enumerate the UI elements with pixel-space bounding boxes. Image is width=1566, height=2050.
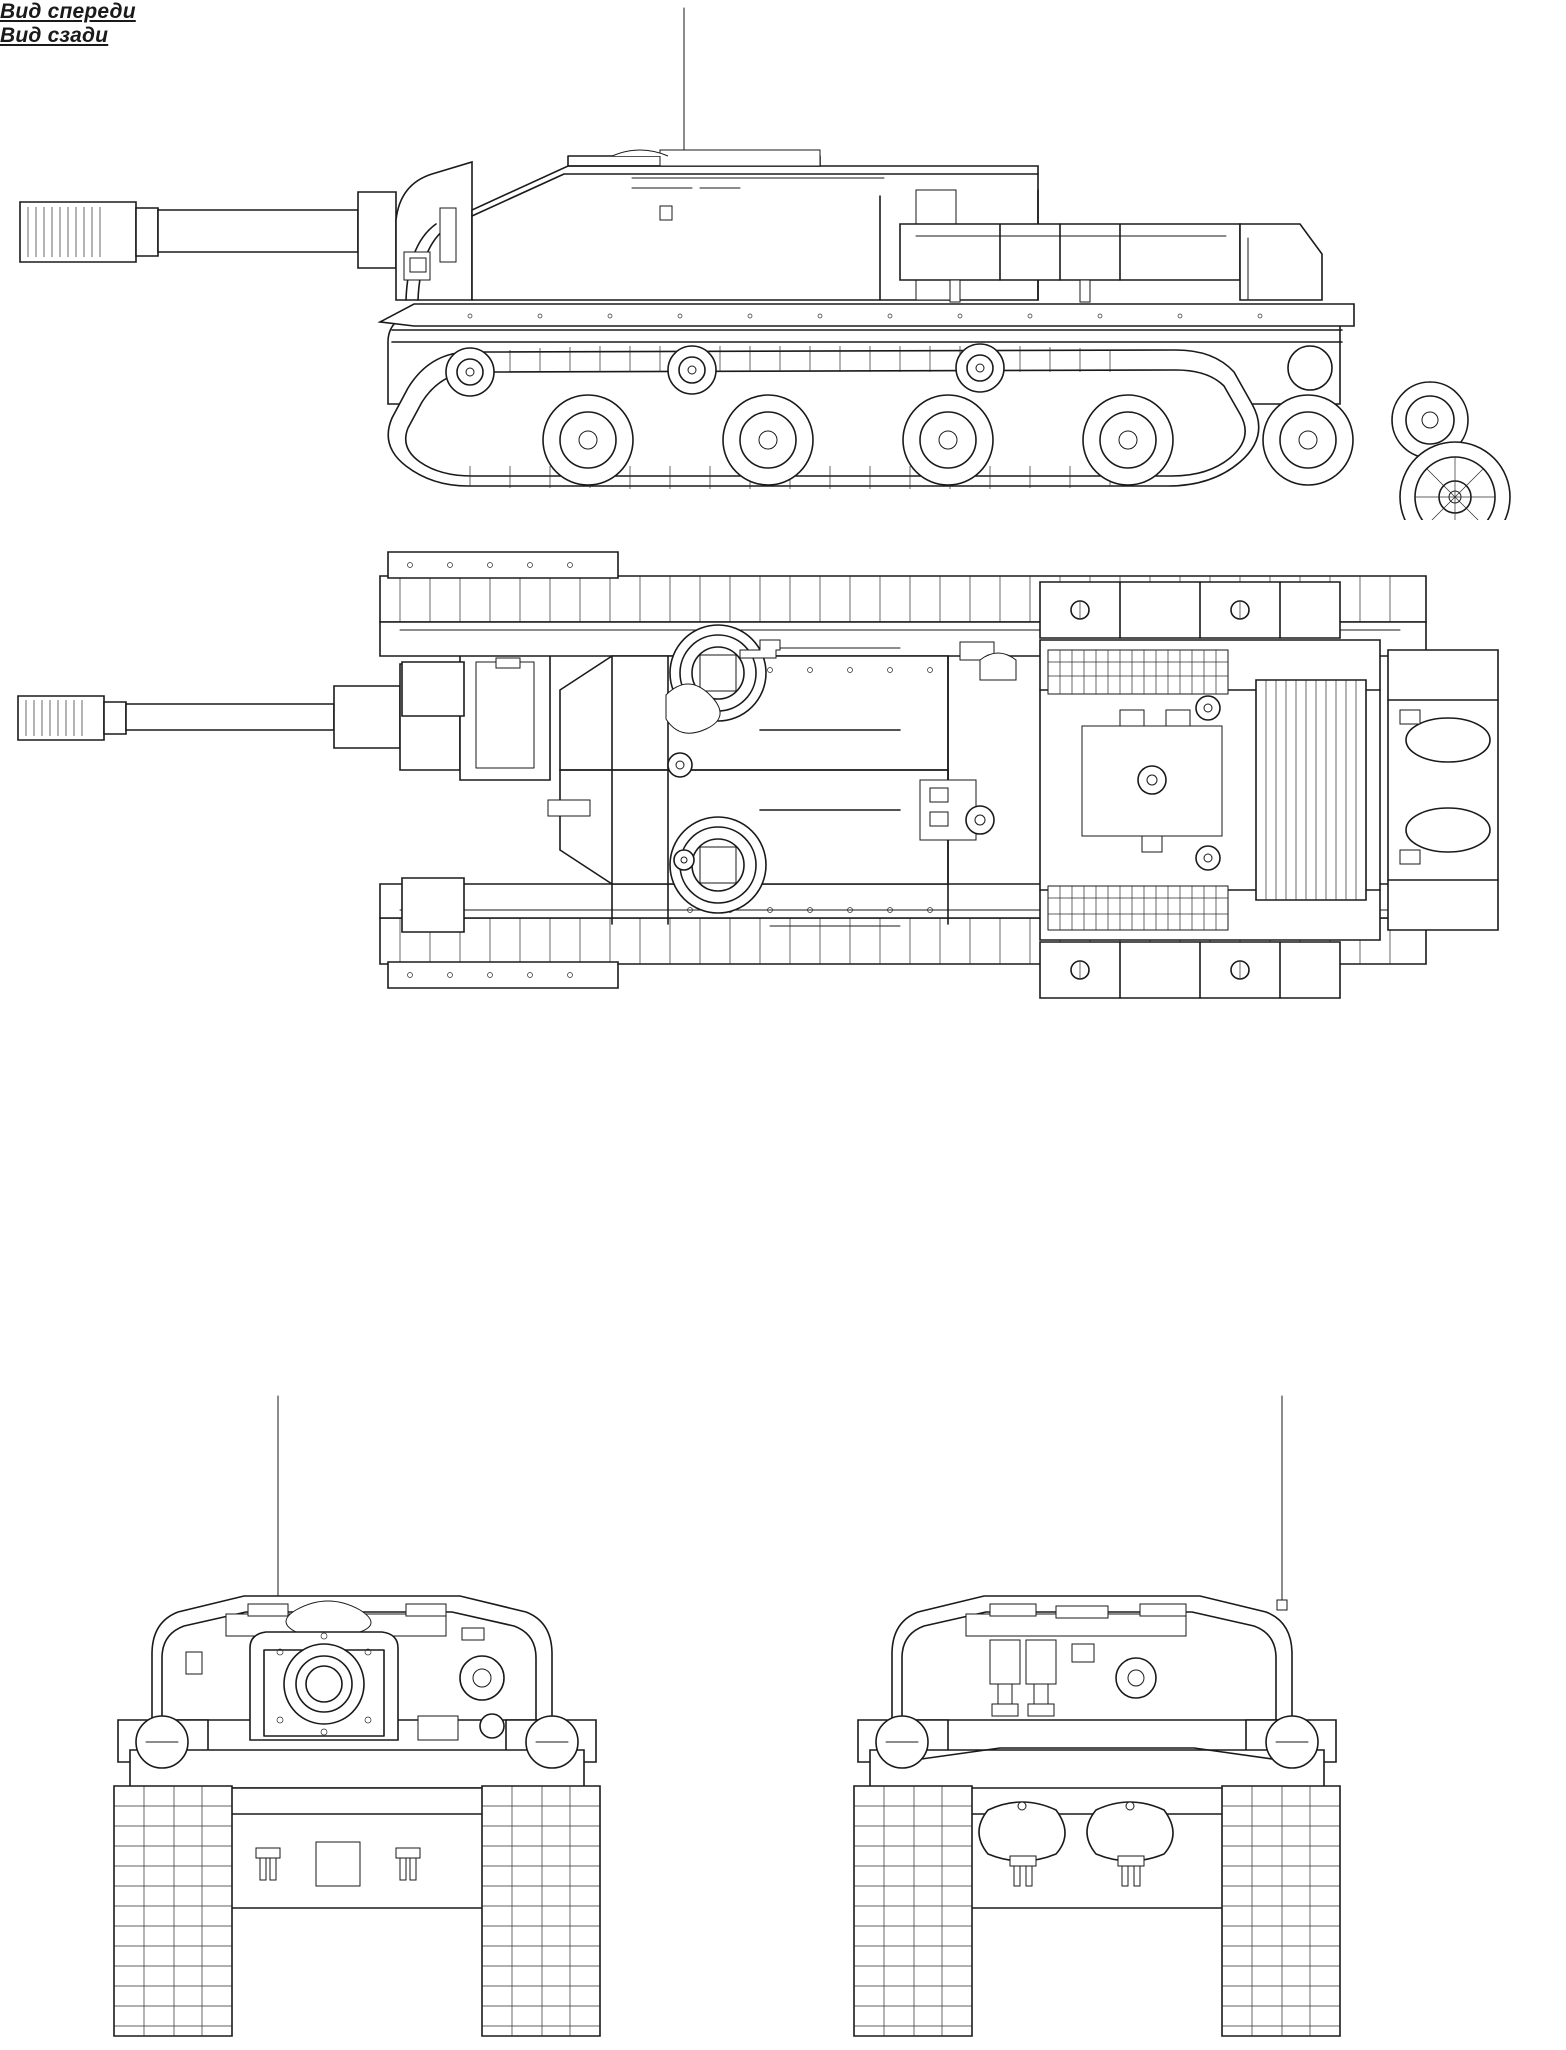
drive-sprocket-rear-wheel	[1400, 442, 1510, 520]
muzzle-brake-top	[18, 696, 104, 740]
intake-grille-1	[1048, 650, 1228, 694]
lower-front-plate	[130, 1750, 584, 1788]
top-view	[0, 530, 1566, 1090]
radiator-grille	[1256, 680, 1366, 900]
front-view-svg	[100, 1390, 720, 2050]
mantlet-top	[334, 686, 400, 748]
rear-access-door-right	[1087, 1802, 1173, 1861]
track-front-left	[114, 1786, 232, 2036]
front-plate-detail	[418, 1716, 458, 1740]
top-view-svg	[0, 530, 1566, 1090]
rear-deck-plan	[1388, 650, 1498, 930]
front-hatch	[316, 1842, 360, 1886]
rear-vent-2	[1026, 1640, 1056, 1684]
front-fender-top-left	[388, 552, 618, 578]
rear-view-svg	[840, 1390, 1460, 2050]
rear-view	[840, 1390, 1460, 2050]
front-view-caption: Вид спереди	[0, 0, 136, 23]
rear-view-caption: Вид сзади	[0, 24, 109, 47]
track-rear-right	[1222, 1786, 1340, 2036]
rear-access-door-left	[979, 1802, 1065, 1861]
track-front-right	[482, 1786, 600, 2036]
intake-grille-2	[1048, 886, 1228, 930]
front-stowage-left	[402, 662, 464, 716]
front-stowage-right	[402, 878, 464, 932]
front-fender-top-right	[388, 962, 618, 988]
rear-vent-1	[990, 1640, 1020, 1684]
gun-bore	[306, 1666, 342, 1702]
front-view	[100, 1390, 720, 2050]
side-view-detail	[0, 0, 1566, 520]
mantlet-armour-top	[460, 650, 550, 780]
track-rear-left	[854, 1786, 972, 2036]
gun-barrel-top	[126, 704, 334, 730]
